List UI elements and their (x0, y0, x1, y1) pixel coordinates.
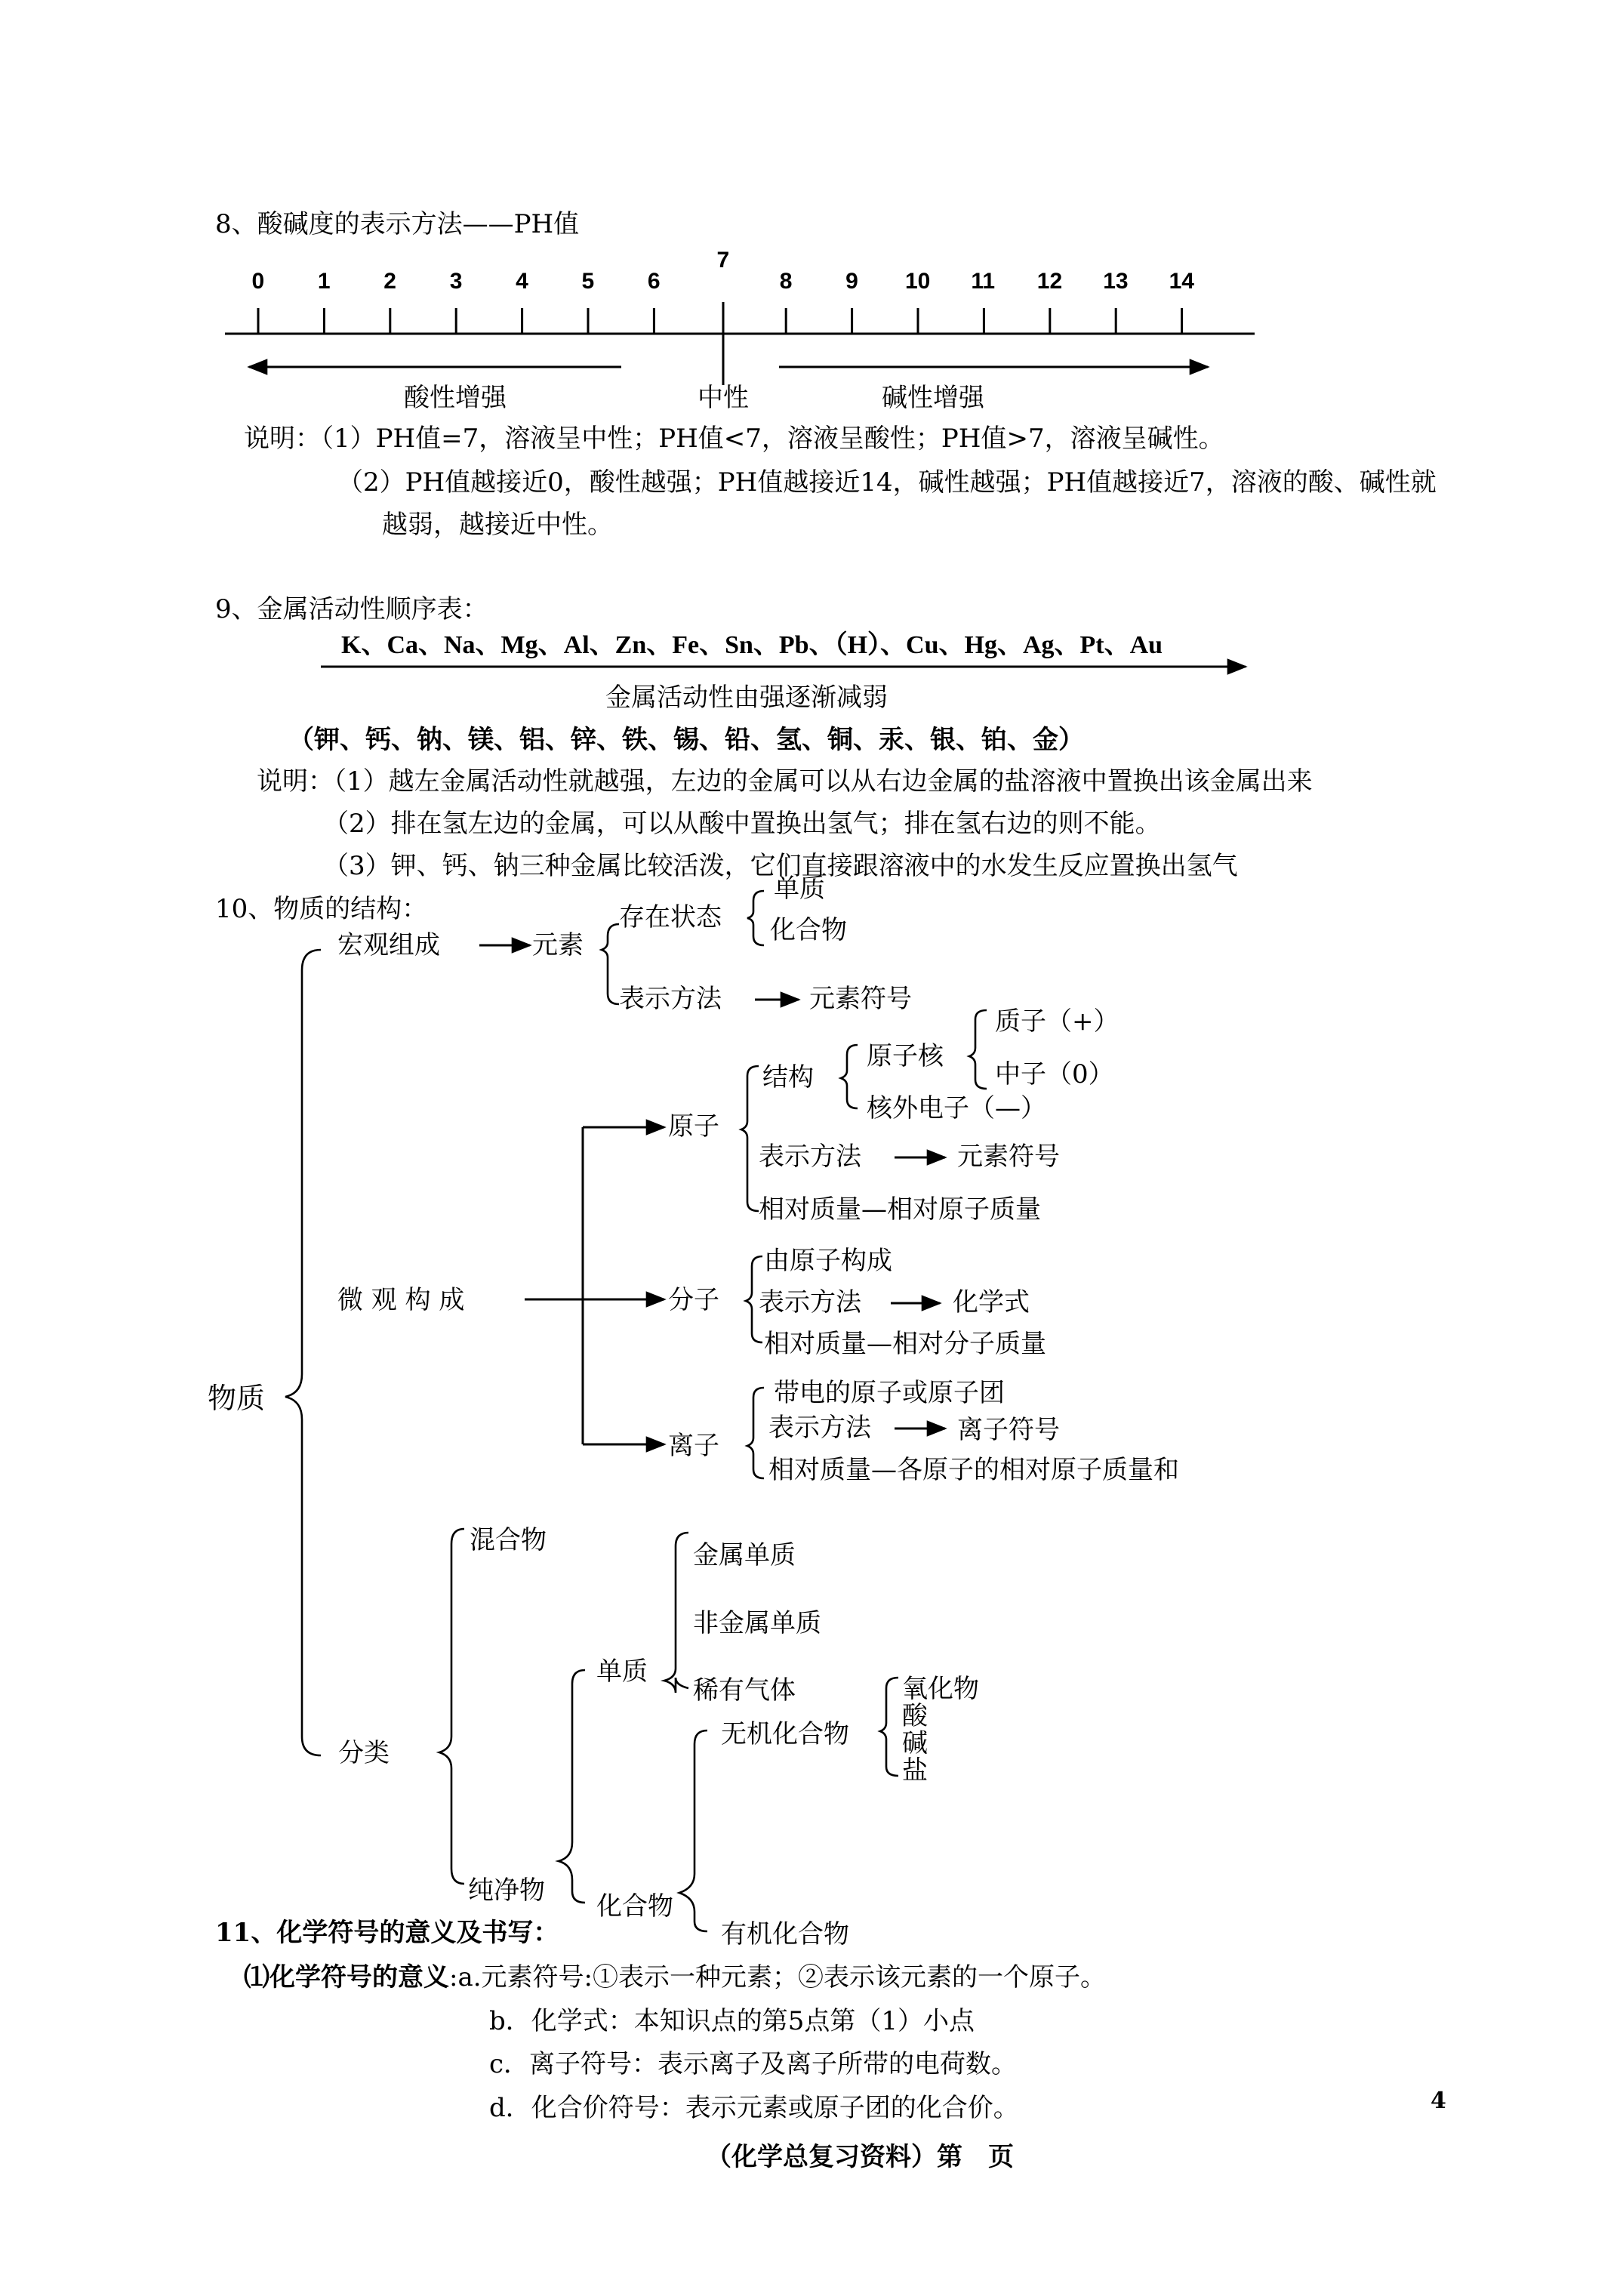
ion-mass-label: 相对质量—各原子的相对原子质量和 (768, 1455, 1179, 1485)
classify-label: 分类 (338, 1738, 390, 1768)
compound-label: 化合物 (770, 915, 847, 945)
inorganic-brace (880, 1678, 898, 1776)
ph-tick-label-5: 5 (581, 269, 595, 294)
element-label: 元素 (532, 930, 584, 960)
atom-label: 原子 (668, 1111, 719, 1142)
symbols-sub-label: ⑴化学符号的意义 (244, 1962, 449, 1992)
ph-note-2b: 越弱，越接近中性。 (382, 510, 613, 540)
elem-repr-label: 表示方法 (619, 984, 722, 1014)
symbols-a-text: :a.元素符号:①表示一种元素；②表示该元素的一个原子。 (449, 1962, 1106, 1992)
neutron-label: 中子（0） (995, 1059, 1114, 1089)
structure-heading: 10、物质的结构： (215, 894, 428, 924)
atom-mass-label: 相对质量—相对原子质量 (759, 1194, 1041, 1225)
ph-tick-label-0: 0 (251, 269, 265, 294)
metal-series: K、Ca、Na、Mg、Al、Zn、Fe、Sn、Pb、（H）、Cu、Hg、Ag、Pt、Au (341, 631, 1163, 659)
symbols-line-a (244, 1962, 1106, 1992)
pure-brace (559, 1670, 585, 1903)
metal-note-3: （3）钾、钙、钠三种金属比较活泼，它们直接跟溶液中的水发生反应置换出氢气 (323, 851, 1238, 881)
base-class-label: 碱 (902, 1728, 928, 1758)
noble-gas-label: 稀有气体 (693, 1675, 796, 1706)
nucleus-label: 原子核 (867, 1041, 944, 1071)
ph-tick-label-4: 4 (516, 269, 528, 294)
atom-symbol-label: 元素符号 (957, 1142, 1060, 1172)
footer-text: （化学总复习资料）第 页 (706, 2142, 1014, 2172)
atom-brace (741, 1066, 759, 1211)
ion-charged-label: 带电的原子或原子团 (774, 1378, 1005, 1408)
ph-tick-label-10: 10 (905, 269, 931, 294)
mol-from-atoms-label: 由原子构成 (764, 1246, 892, 1276)
metal-arrow-label: 金属活动性由强逐渐减弱 (605, 683, 888, 713)
metal-heading: 9、金属活动性顺序表： (215, 594, 488, 624)
ion-repr-label: 表示方法 (768, 1413, 871, 1443)
mixture-label: 混合物 (470, 1525, 547, 1555)
root-brace (285, 950, 321, 1755)
elem-substance-label: 单质 (596, 1657, 648, 1687)
elem-symbol-label: 元素符号 (809, 984, 912, 1014)
root-substance: 物质 (208, 1382, 266, 1415)
oxide-label: 氧化物 (902, 1674, 979, 1704)
proton-label: 质子（+） (995, 1006, 1119, 1037)
ph-tick-label-6: 6 (647, 269, 661, 294)
metal-chinese-names: （钾、钙、钠、镁、铝、锌、铁、锡、铅、氢、铜、汞、银、铂、金） (288, 725, 1084, 755)
ph-heading: 8、酸碱度的表示方法——PH值 (215, 209, 580, 239)
compound2-label: 化合物 (596, 1891, 673, 1922)
macro-label: 宏观组成 (337, 930, 440, 960)
electron-label: 核外电子（—） (867, 1093, 1046, 1123)
mol-mass-label: 相对质量—相对分子质量 (764, 1329, 1046, 1359)
ph-tick-label-7: 7 (716, 248, 730, 273)
ph-tick-label-3: 3 (449, 269, 463, 294)
simple-brace (664, 1533, 688, 1693)
simple-substance-label: 单质 (774, 874, 825, 904)
inorganic-label: 无机化合物 (721, 1719, 849, 1749)
formula-label: 化学式 (953, 1287, 1030, 1318)
symbols-line-d: d．化合价符号：表示元素或原子团的化合价。 (489, 2093, 1019, 2123)
ph-tick-label-2: 2 (383, 269, 396, 294)
metal-note-1: 说明：（1）越左金属活动性就越强，左边的金属可以从右边金属的盐溶液中置换出该金属出来 (257, 766, 1313, 797)
atom-repr-label: 表示方法 (759, 1142, 861, 1172)
classify-brace (439, 1529, 464, 1884)
symbols-line-c: c．离子符号：表示离子及离子所带的电荷数。 (489, 2049, 1018, 2079)
organic-label: 有机化合物 (721, 1919, 849, 1949)
ph-tick-label-13: 13 (1103, 269, 1129, 294)
ion-brace (747, 1388, 764, 1478)
ph-tick-label-9: 9 (845, 269, 858, 294)
ph-tick-label-1: 1 (317, 269, 331, 294)
metal-simple-label: 金属单质 (693, 1540, 796, 1570)
ph-note-2a: （2）PH值越接近0，酸性越强；PH值越接近14，碱性越强；PH值越接近7，溶液的酸、碱性就 (337, 467, 1437, 498)
symbols-heading: 11、化学符号的意义及书写： (215, 1918, 559, 1948)
acid-class-label: 酸 (902, 1701, 928, 1731)
element-brace (602, 924, 619, 1004)
ph-tick-label-11: 11 (971, 269, 996, 294)
ph-tick-label-8: 8 (779, 269, 793, 294)
nucleus-brace (969, 1010, 987, 1089)
exist-state-label: 存在状态 (619, 902, 722, 932)
symbols-line-b: b．化学式：本知识点的第5点第（1）小点 (489, 2006, 975, 2036)
state-brace (747, 891, 764, 945)
acid-label: 酸性增强 (404, 383, 507, 413)
pure-label: 纯净物 (468, 1875, 545, 1906)
compound-brace (679, 1730, 707, 1931)
ion-symbol-label: 离子符号 (957, 1415, 1060, 1445)
page-number: 4 (1431, 2088, 1446, 2114)
ion-label: 离子 (668, 1431, 719, 1461)
neutral-label: 中性 (698, 383, 749, 413)
mol-repr-label: 表示方法 (759, 1287, 861, 1318)
micro-label: 微 观 构 成 (337, 1285, 465, 1315)
ph-tick-label-14: 14 (1169, 269, 1194, 294)
metal-note-2: （2）排在氢左边的金属，可以从酸中置换出氢气；排在氢右边的则不能。 (323, 809, 1161, 839)
salt-label: 盐 (902, 1755, 928, 1786)
nonmetal-simple-label: 非金属单质 (693, 1608, 821, 1638)
atom-structure-label: 结构 (762, 1062, 814, 1093)
base-label: 碱性增强 (882, 383, 984, 413)
ph-tick-label-12: 12 (1036, 269, 1063, 294)
ph-note-1: 说明：（1）PH值=7，溶液呈中性；PH值<7，溶液呈酸性；PH值>7，溶液呈碱性。 (244, 424, 1224, 454)
molecule-label: 分子 (668, 1285, 719, 1315)
atom-structure-brace (841, 1045, 858, 1108)
